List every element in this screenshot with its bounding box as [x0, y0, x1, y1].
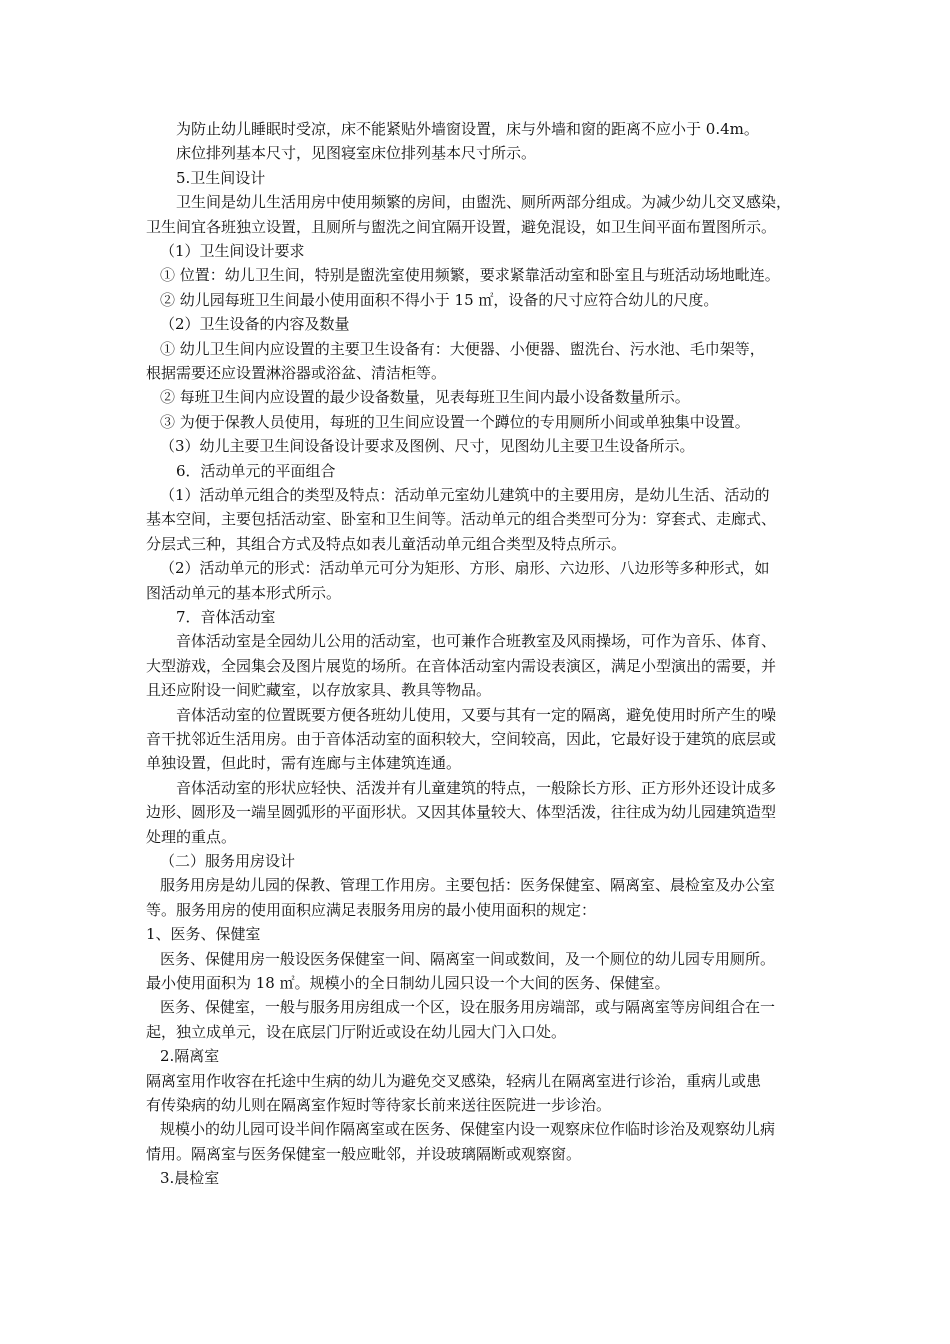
text-line: 卫生间是幼儿生活用房中使用频繁的房间，由盥洗、厕所两部分组成。为减少幼儿交叉感染， — [176, 193, 792, 212]
text-line: ③ 为便于保教人员使用，每班的卫生间应设置一个蹲位的专用厕所小间或单独集中设置。 — [160, 412, 750, 431]
text-line: 6．活动单元的平面组合 — [176, 461, 336, 480]
text-line: ① 幼儿卫生间内应设置的主要卫生设备有：大便器、小便器、盥洗台、污水池、毛巾架等， — [160, 339, 765, 358]
text-line: 服务用房是幼儿园的保教、管理工作用房。主要包括：医务保健室、隔离室、晨检室及办公室 — [160, 876, 776, 895]
text-line: 处理的重点。 — [146, 827, 237, 846]
text-line: 5.卫生间设计 — [176, 168, 266, 187]
text-line: 1、医务、保健室 — [146, 925, 261, 944]
text-line: 单独设置，但此时，需有连廊与主体建筑连通。 — [146, 754, 462, 773]
text-line: ② 每班卫生间内应设置的最少设备数量，见表每班卫生间内最小设备数量所示。 — [160, 388, 690, 407]
text-line: 音体活动室的位置既要方便各班幼儿使用，又要与其有一定的隔离，避免使用时所产生的噪 — [176, 705, 777, 724]
text-line: 为防止幼儿睡眠时受凉，床不能紧贴外墙窗设置，床与外墙和窗的距离不应小于 0.4m。 — [176, 120, 759, 138]
text-line: 音干扰邻近生活用房。由于音体活动室的面积较大，空间较高，因此，它最好设于建筑的底层或 — [146, 730, 777, 748]
text-line: 图活动单元的基本形式所示。 — [146, 583, 342, 602]
text-line: 边形、圆形及一端呈圆弧形的平面形状。又因其体量较大、体型活泼，往往成为幼儿园建筑造型 — [146, 803, 777, 822]
text-line: 音体活动室的形状应轻快、活泼并有儿童建筑的特点，一般除长方形、正方形外还设计成多 — [176, 778, 777, 797]
text-line: （二）服务用房设计 — [160, 852, 296, 870]
text-line: 起，独立成单元，设在底层门厅附近或设在幼儿园大门入口处。 — [146, 1022, 567, 1041]
text-line: ② 幼儿园每班卫生间最小使用面积不得小于 15 ㎡，设备的尺寸应符合幼儿的尺度。 — [160, 290, 719, 309]
text-line: 隔离室用作收容在托途中生病的幼儿为避免交叉感染，轻病儿在隔离室进行诊治，重病儿或患 — [146, 1071, 762, 1090]
text-line: 根据需要还应设置淋浴器或浴盆、清洁柜等。 — [146, 364, 447, 382]
text-line: 规模小的幼儿园可设半间作隔离室或在医务、保健室内设一观察床位作临时诊治及观察幼儿病 — [160, 1120, 776, 1139]
text-line: （2）卫生设备的内容及数量 — [160, 315, 350, 334]
text-line: 3.晨检室 — [160, 1169, 220, 1188]
text-line: （3）幼儿主要卫生间设备设计要求及图例、尺寸，见图幼儿主要卫生设备所示。 — [160, 437, 695, 456]
text-line: 床位排列基本尺寸，见图寝室床位排列基本尺寸所示。 — [176, 144, 537, 163]
text-line: 分层式三种，其组合方式及特点如表儿童活动单元组合类型及特点所示。 — [146, 534, 627, 553]
text-line: 卫生间宜各班独立设置，且厕所与盥洗之间宜隔开设置，避免混设，如卫生间平面布置图所示。 — [146, 217, 777, 236]
text-line: 基本空间，主要包括活动室、卧室和卫生间等。活动单元的组合类型可分为：穿套式、走廊式、 — [146, 510, 777, 529]
text-line: 最小使用面积为 18 ㎡。规模小的全日制幼儿园只设一个大间的医务、保健室。 — [146, 974, 670, 992]
text-line: （1）卫生间设计要求 — [160, 242, 305, 260]
text-line: 7．音体活动室 — [176, 608, 276, 626]
text-line: ① 位置：幼儿卫生间，特别是盥洗室使用频繁，要求紧靠活动室和卧室且与班活动场地毗连。 — [160, 266, 780, 285]
text-line: （1）活动单元组合的类型及特点：活动单元室幼儿建筑中的主要用房，是幼儿生活、活动的 — [160, 486, 770, 504]
text-line: 有传染病的幼儿则在隔离室作短时等待家长前来送往医院进一步诊治。 — [146, 1096, 612, 1114]
text-line: 大型游戏，全园集会及图片展览的场所。在音体活动室内需设表演区，满足小型演出的需要，并 — [146, 656, 777, 675]
text-line: 音体活动室是全园幼儿公用的活动室，也可兼作合班教室及风雨操场，可作为音乐、体育、 — [176, 632, 777, 651]
text-line: （2）活动单元的形式：活动单元可分为矩形、方形、扇形、六边形、八边形等多种形式，如 — [160, 559, 770, 578]
text-line: 医务、保健用房一般设医务保健室一间、隔离室一间或数间，及一个厕位的幼儿园专用厕所。 — [160, 949, 776, 968]
text-line: 2.隔离室 — [160, 1047, 220, 1066]
text-line: 且还应附设一间贮藏室，以存放家具、教具等物品。 — [146, 681, 492, 700]
text-line: 等。服务用房的使用面积应满足表服务用房的最小使用面积的规定： — [146, 900, 597, 919]
text-line: 医务、保健室，一般与服务用房组成一个区，设在服务用房端部，或与隔离室等房间组合在一 — [160, 998, 776, 1017]
text-line: 情用。隔离室与医务保健室一般应毗邻，并设玻璃隔断或观察窗。 — [146, 1144, 582, 1163]
